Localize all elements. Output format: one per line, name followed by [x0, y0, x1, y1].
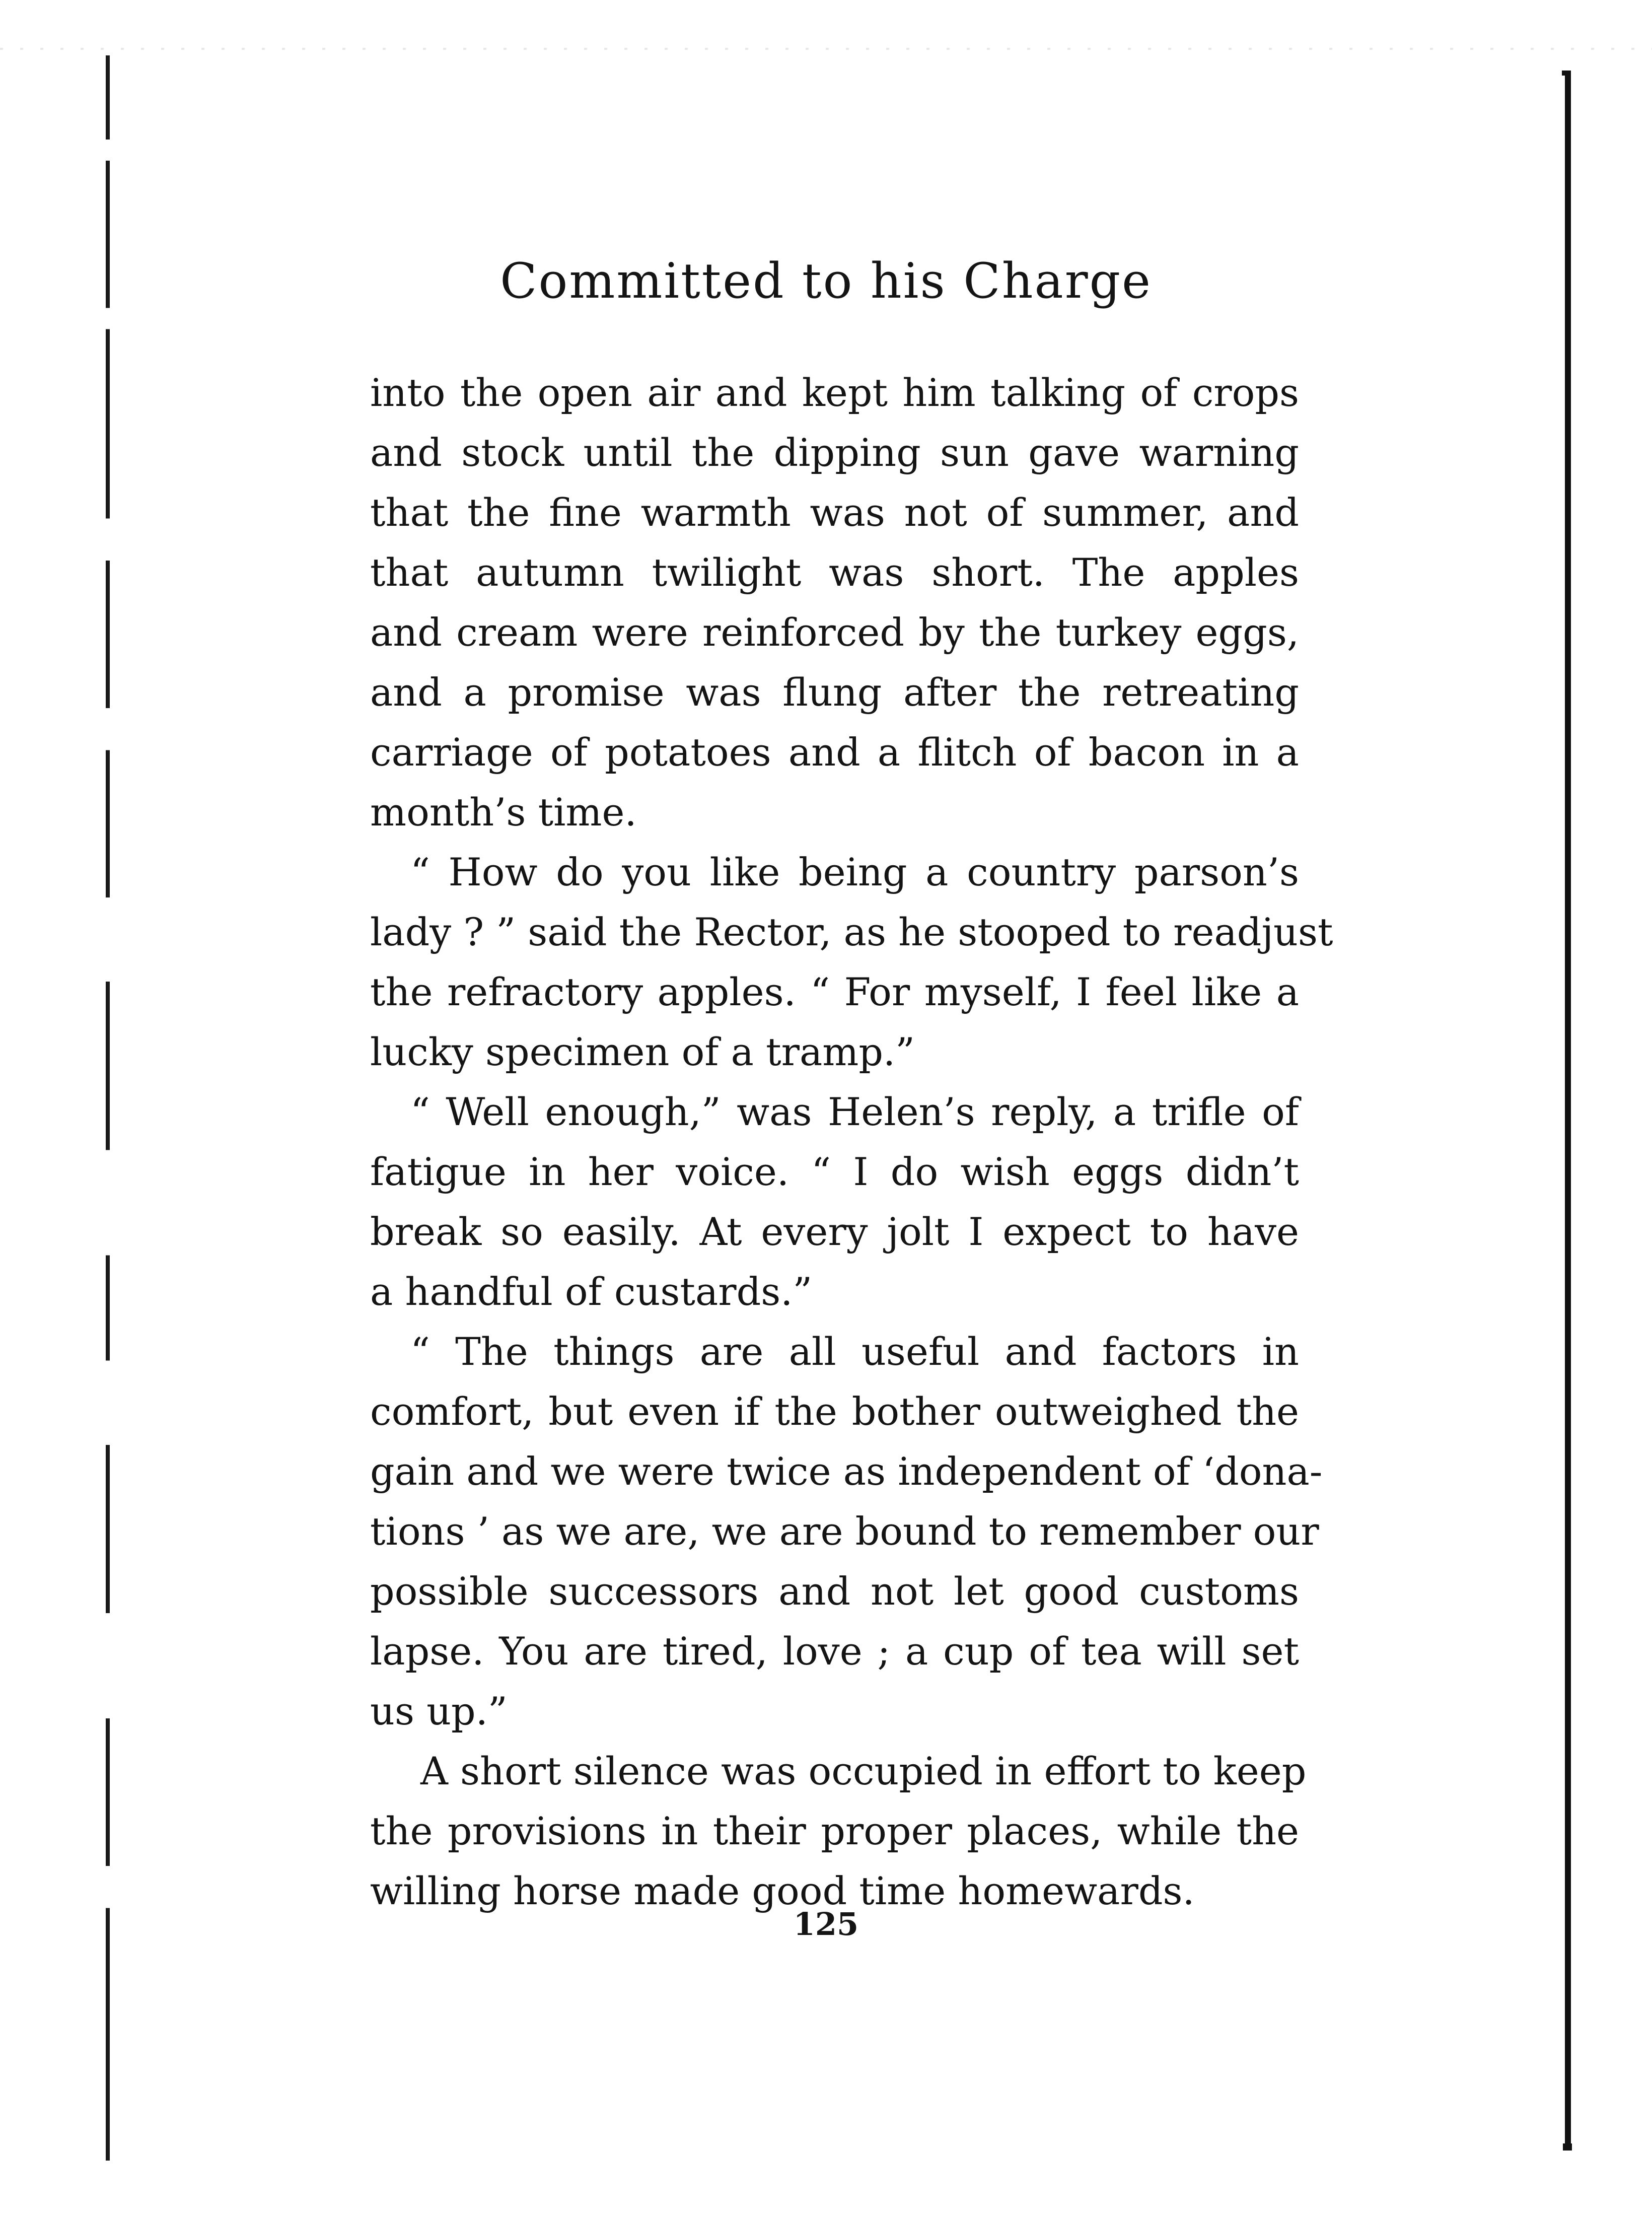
- page-number: 125: [793, 1906, 859, 1943]
- text-line: the provisions in their proper places, while the: [370, 1809, 1299, 1853]
- text-line: us up.”: [370, 1689, 508, 1733]
- paragraph: [370, 1322, 1323, 1741]
- text-line: lapse. You are tired, love ; a cup of tea will set: [370, 1629, 1299, 1674]
- body-text: [370, 363, 1333, 1921]
- text-line: tions ’ as we are, we are bound to remember our: [370, 1509, 1319, 1554]
- text-line: “ The things are all useful and factors in: [410, 1329, 1299, 1374]
- text-line: month’s time.: [370, 790, 637, 835]
- scan-edge-right: [1565, 71, 1571, 2151]
- text-line: into the open air and kept him talking of crops: [370, 370, 1299, 415]
- text-line: “ How do you like being a country parson’s: [410, 850, 1299, 894]
- text-line: A short silence was occupied in effort to keep: [420, 1749, 1307, 1793]
- text-line: and a promise was flung after the retreating: [370, 670, 1299, 715]
- text-line: possible successors and not let good customs: [370, 1569, 1299, 1614]
- paragraph: [370, 1082, 1299, 1322]
- text-line: and cream were reinforced by the turkey eggs,: [370, 610, 1299, 655]
- text-line: break so easily. At every jolt I expect to have: [370, 1209, 1299, 1254]
- text-line: lucky specimen of a tramp.”: [370, 1029, 915, 1074]
- text-line: that autumn twilight was short. The apples: [370, 550, 1299, 595]
- text-line: willing horse made good time homewards.: [370, 1868, 1195, 1913]
- text-line: carriage of potatoes and a flitch of bacon in a: [370, 730, 1299, 775]
- running-head: Committed to his Charge: [500, 253, 1152, 309]
- text-line: the refractory apples. “ For myself, I feel like a: [370, 969, 1299, 1014]
- text-line: a handful of custards.”: [370, 1269, 813, 1314]
- text-line: and stock until the dipping sun gave warning: [370, 430, 1299, 475]
- paragraph: [370, 363, 1299, 842]
- text-line: that the fine warmth was not of summer, and: [370, 490, 1299, 535]
- scan-edge-left: [106, 55, 110, 2161]
- text-line: fatigue in her voice. “ I do wish eggs didn’t: [370, 1149, 1299, 1194]
- text-line: comfort, but even if the bother outweighed the: [370, 1389, 1299, 1434]
- text-line: “ Well enough,” was Helen’s reply, a trifle of: [410, 1089, 1299, 1134]
- paragraph: [370, 1741, 1307, 1921]
- text-line: gain and we were twice as independent of ‘dona-: [370, 1449, 1323, 1494]
- text-line: lady ? ” said the Rector, as he stooped to readjust: [370, 910, 1333, 954]
- scan-speckle: [0, 48, 1652, 50]
- paragraph: [370, 842, 1333, 1082]
